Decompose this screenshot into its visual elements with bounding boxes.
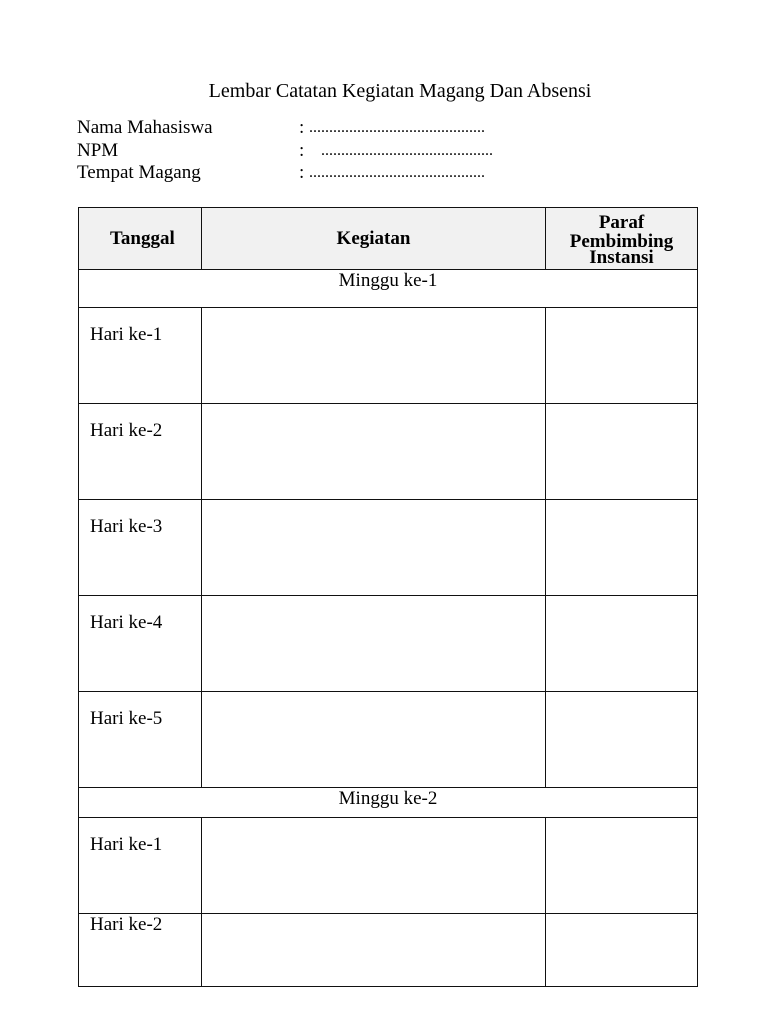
week-row [79,270,698,308]
day-label: Hari ke-2 [79,914,202,987]
paraf-cell [546,692,698,788]
activity-log-table [78,207,698,987]
day-label: Hari ke-3 [79,500,202,596]
header-paraf-line: Paraf [598,211,645,233]
document-title: Lembar Catatan Kegiatan Magang Dan Absensi [208,80,592,102]
week-label: Minggu ke-2 [79,788,698,818]
field-label: Nama Mahasiswa [77,117,213,138]
table-row [79,818,698,914]
header-paraf-line: Pembimbing [569,230,674,252]
table-row [79,596,698,692]
paraf-cell [546,308,698,404]
table-header-row [79,208,698,270]
paraf-cell [546,818,698,914]
field-blank: ............................................ [309,119,485,136]
header-tanggal: Tanggal [79,208,202,270]
header-paraf-pembimbing-instansi [546,208,698,270]
kegiatan-cell [202,404,546,500]
kegiatan-cell [202,596,546,692]
paraf-cell [546,500,698,596]
paraf-cell [546,596,698,692]
day-label: Hari ke-2 [79,404,202,500]
field-label: NPM [77,140,119,161]
kegiatan-cell [202,818,546,914]
field-colon: : [299,117,305,138]
kegiatan-cell [202,914,546,987]
day-label: Hari ke-1 [79,308,202,404]
field-npm [77,140,697,162]
table-row [79,914,698,987]
table-row [79,404,698,500]
paraf-cell [546,914,698,987]
day-label: Hari ke-1 [79,818,202,914]
field-colon: : [299,162,305,183]
week-label: Minggu ke-1 [79,270,698,308]
paraf-cell [546,404,698,500]
field-tempat-magang [77,162,697,184]
field-blank: ........................................... [321,142,493,159]
header-paraf-line: Instansi [589,246,654,268]
field-nama-mahasiswa [77,117,697,139]
week-row [79,788,698,818]
field-label: Tempat Magang [77,162,201,183]
table-row [79,308,698,404]
kegiatan-cell [202,692,546,788]
day-label: Hari ke-4 [79,596,202,692]
header-kegiatan: Kegiatan [202,208,546,270]
day-label: Hari ke-5 [79,692,202,788]
table-row [79,692,698,788]
field-colon: : [299,140,305,161]
table-row [79,500,698,596]
kegiatan-cell [202,500,546,596]
field-blank: ............................................ [309,164,485,181]
kegiatan-cell [202,308,546,404]
